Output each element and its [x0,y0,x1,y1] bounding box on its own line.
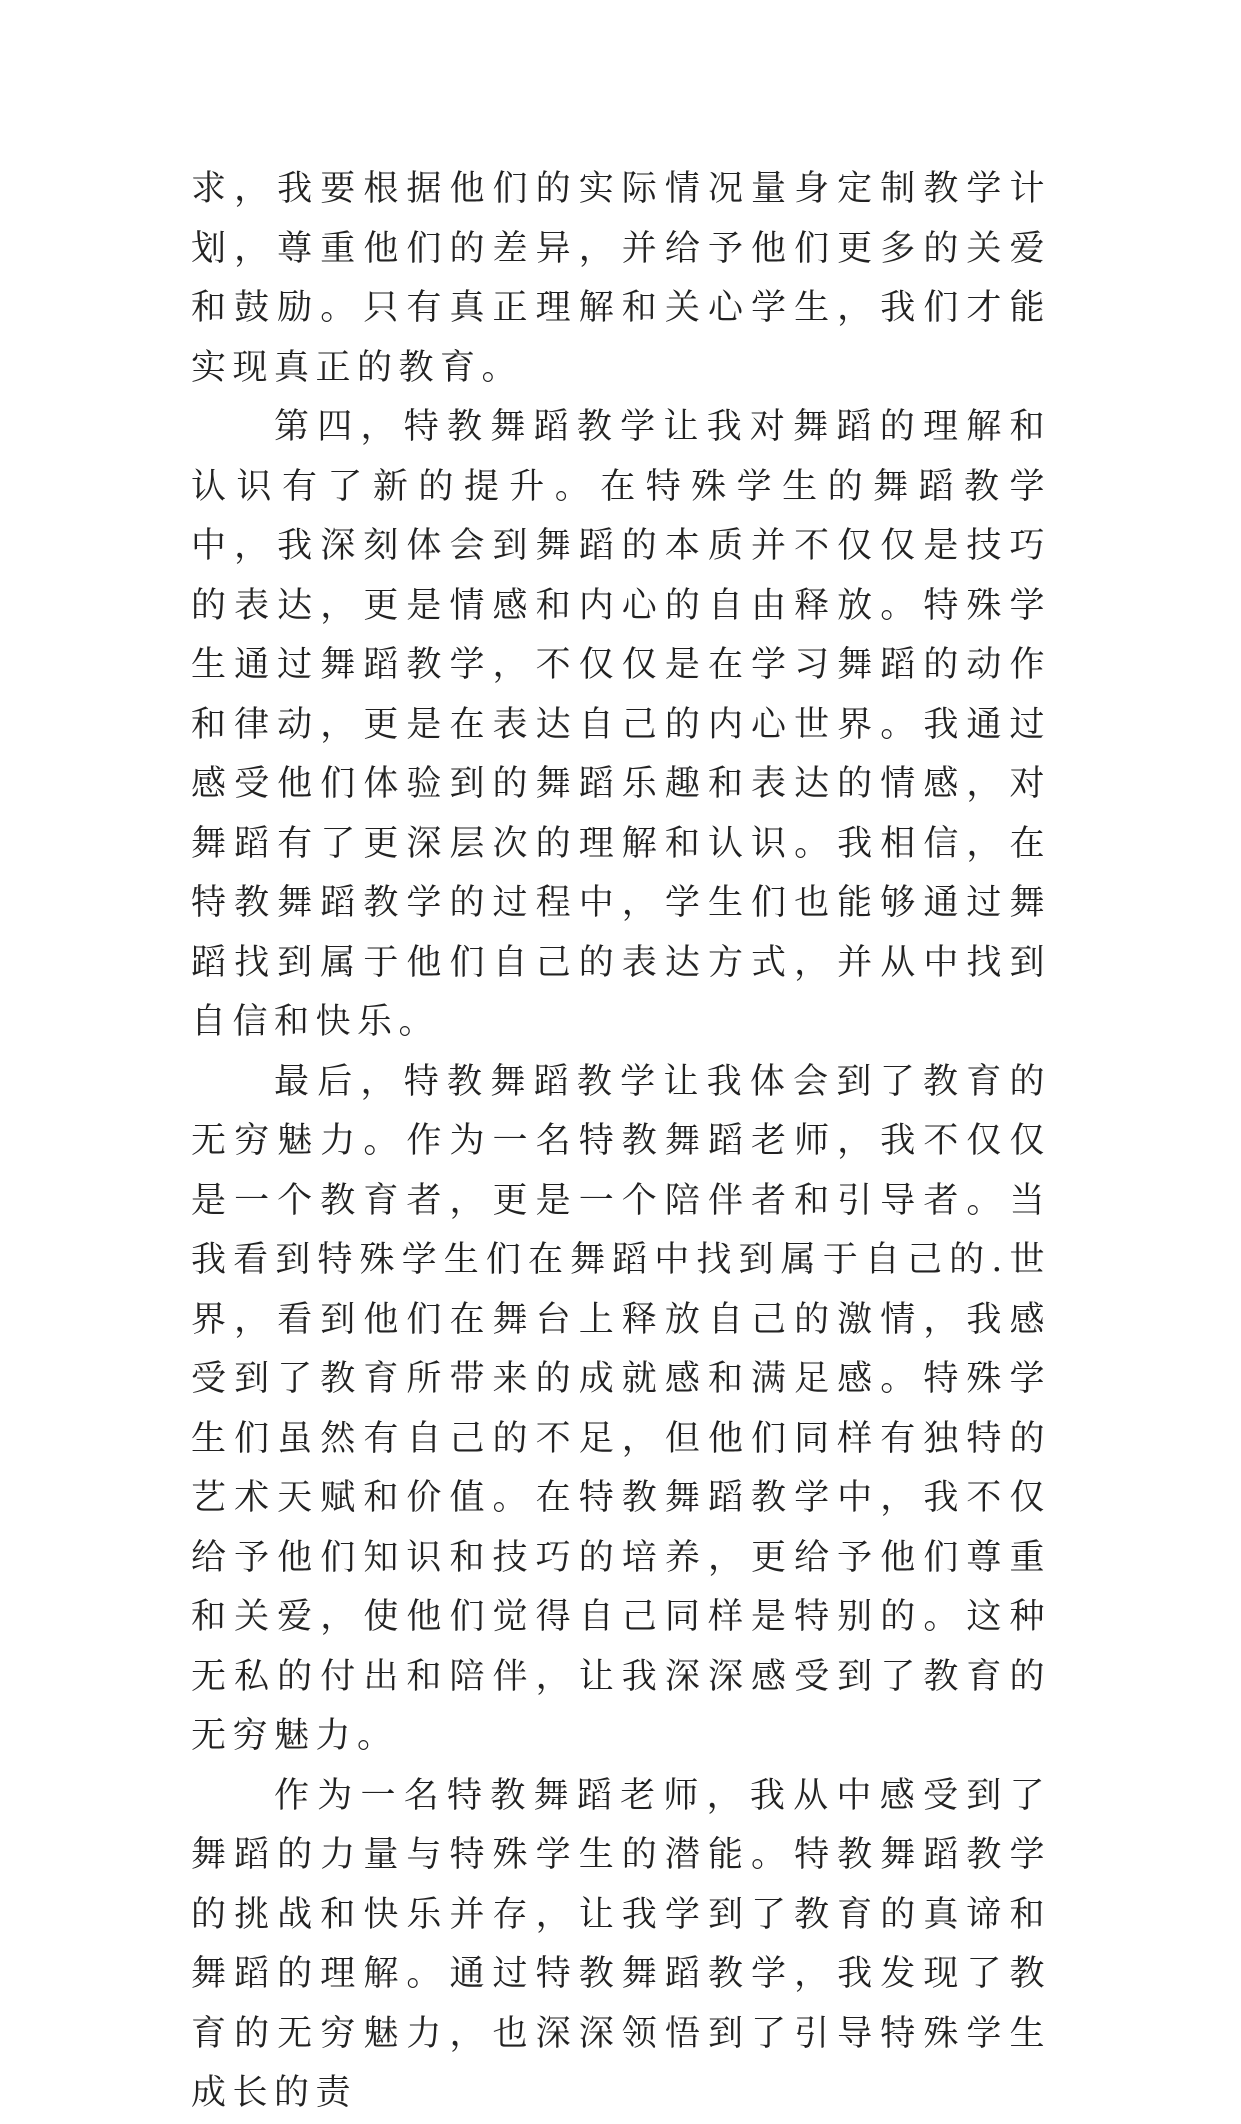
paragraph-finally: 最后，特教舞蹈教学让我体会到了教育的无穷魅力。作为一名特教舞蹈老师，我不仅仅是一个教育者，更是一个陪伴者和引导者。当我看到特殊学生们在舞蹈中找到属于自己的.世界，看到他们在舞台上释放自己的激情，我感受到了教育所带来的成就感和满足感。特殊学生们虽然有自己的不足，但他们同样有独特的艺术天赋和价值。在特教舞蹈教学中，我不仅给予他们知识和技巧的培养，更给予他们尊重和关爱，使他们觉得自己同样是特别的。这种无私的付出和陪伴，让我深深感受到了教育的无穷魅力。 [191,1061,1051,1756]
paragraph-conclusion: 作为一名特教舞蹈老师，我从中感受到了舞蹈的力量与特殊学生的潜能。特教舞蹈教学的挑战和快乐并存，让我学到了教育的真谛和舞蹈的理解。通过特教舞蹈教学，我发现了教育的无穷魅力，也深深领悟到了引导特殊学生成长的责 [191,1775,1051,2113]
paragraph-fourth-point: 第四，特教舞蹈教学让我对舞蹈的理解和认识有了新的提升。在特殊学生的舞蹈教学中，我深刻体会到舞蹈的本质并不仅仅是技巧的表达，更是情感和内心的自由释放。特殊学生通过舞蹈教学，不仅仅是在学习舞蹈的动作和律动，更是在表达自己的内心世界。我通过感受他们体验到的舞蹈乐趣和表达的情感，对舞蹈有了更深层次的理解和认识。我相信，在特教舞蹈教学的过程中，学生们也能够通过舞蹈找到属于他们自己的表达方式，并从中找到自信和快乐。 [191,407,1051,1042]
paragraph-continuation: 求，我要根据他们的实际情况量身定制教学计划，尊重他们的差异，并给予他们更多的关爱和鼓励。只有真正理解和关心学生，我们才能实现真正的教育。 [191,169,1051,388]
document-body [191,160,1051,2124]
